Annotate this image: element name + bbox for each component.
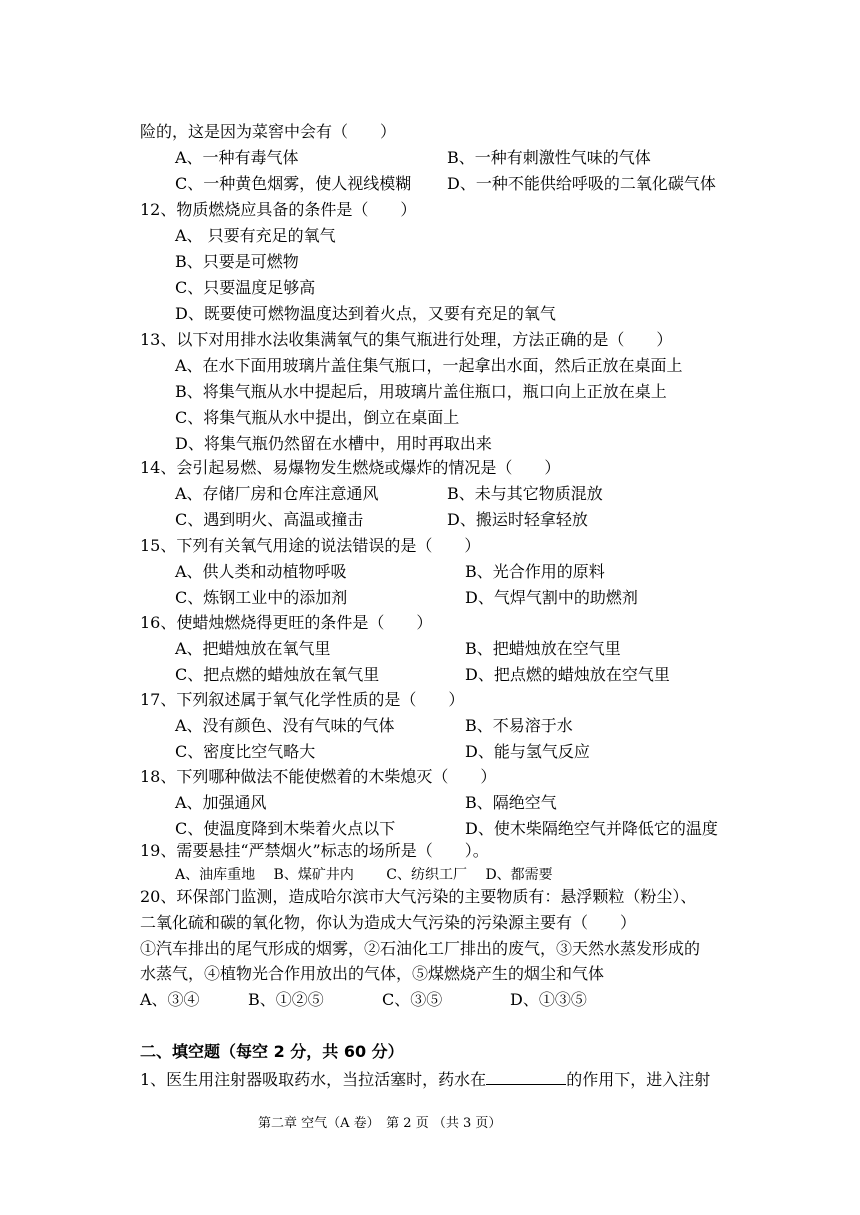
q19-stem: 19、需要悬挂“严禁烟火”标志的场所是（ ）。 (140, 841, 489, 860)
q17-option-b: B、不易溶于水 (465, 716, 573, 735)
q18-option-b: B、隔绝空气 (465, 793, 557, 812)
q20-stem-line2: 二氧化硫和碳的氧化物，你认为造成大气污染的污染源主要有（ ） (140, 913, 637, 932)
q17-option-a: A、没有颜色、没有气味的气体 (175, 716, 395, 735)
q20-option-c: C、③⑤ (382, 990, 443, 1009)
q12-option-c: C、只要温度足够高 (175, 278, 316, 297)
q17-option-d: D、能与氢气反应 (465, 742, 590, 761)
q17-stem: 17、下列叙述属于氧气化学性质的是（ ） (140, 690, 465, 709)
fill-1-text-b: 的作用下，进入注射 (566, 1070, 711, 1089)
q13-option-d: D、将集气瓶仍然留在水槽中，用时再取出来 (175, 434, 492, 453)
q14-option-b: B、未与其它物质混放 (447, 484, 603, 503)
q18-stem: 18、下列哪种做法不能使燃着的木柴熄灭（ ） (140, 767, 497, 786)
q15-option-d: D、气焊气割中的助燃剂 (465, 588, 638, 607)
fill-1 (140, 1068, 710, 1090)
q14-stem: 14、会引起易燃、易爆物发生燃烧或爆炸的情况是（ ） (140, 458, 561, 477)
q13-option-a: A、在水下面用玻璃片盖住集气瓶口，一起拿出水面，然后正放在桌面上 (175, 356, 683, 375)
q17-option-c: C、密度比空气略大 (175, 742, 316, 761)
q13-option-c: C、将集气瓶从水中提出，倒立在桌面上 (175, 408, 460, 427)
q20-stem-line4: 水蒸气，④植物光合作用放出的气体，⑤煤燃烧产生的烟尘和气体 (140, 964, 605, 983)
q15-option-b: B、光合作用的原料 (465, 562, 605, 581)
page-footer: 第二章 空气（A 卷） 第 2 页 （共 3 页） (258, 1116, 502, 1131)
q11-option-b: B、一种有刺激性气味的气体 (447, 148, 651, 167)
fill-1-blank (486, 1068, 566, 1085)
q14-option-d: D、搬运时轻拿轻放 (447, 510, 588, 529)
q11-stem-cont: 险的，这是因为菜窖中会有（ ） (140, 122, 397, 141)
q13-stem: 13、以下对用排水法收集满氧气的集气瓶进行处理，方法正确的是（ ） (140, 330, 673, 349)
q18-option-a: A、加强通风 (175, 793, 267, 812)
section-2-heading: 二、填空题（每空 2 分，共 60 分） (140, 1042, 404, 1061)
q16-option-c: C、把点燃的蜡烛放在氧气里 (175, 665, 380, 684)
q11-option-c: C、一种黄色烟雾，使人视线模糊 (175, 174, 412, 193)
q15-stem: 15、下列有关氧气用途的说法错误的是（ ） (140, 536, 481, 555)
q20-option-a: A、③④ (140, 990, 200, 1009)
q11-option-d: D、一种不能供给呼吸的二氧化碳气体 (447, 174, 716, 193)
q20-stem-line3: ①汽车排出的尾气形成的烟雾，②石油化工厂排出的废气，③天然水蒸发形成的 (140, 939, 701, 958)
q16-stem: 16、使蜡烛燃烧得更旺的条件是（ ） (140, 613, 433, 632)
q12-option-b: B、只要是可燃物 (175, 252, 299, 271)
q12-stem: 12、物质燃烧应具备的条件是（ ） (140, 200, 417, 219)
q15-option-a: A、供人类和动植物呼吸 (175, 562, 347, 581)
q20-stem: 20、环保部门监测，造成哈尔滨市大气污染的主要物质有：悬浮颗粒（粉尘）、 (140, 887, 697, 906)
q18-option-c: C、使温度降到木柴着火点以下 (175, 819, 396, 838)
q20-option-d: D、①③⑤ (510, 990, 587, 1009)
q16-option-a: A、把蜡烛放在氧气里 (175, 639, 331, 658)
q12-option-a: A、 只要有充足的氧气 (175, 226, 336, 245)
q13-option-b: B、将集气瓶从水中提起后，用玻璃片盖住瓶口，瓶口向上正放在桌上 (175, 382, 667, 401)
q14-option-c: C、遇到明火、高温或撞击 (175, 510, 364, 529)
q18-option-d: D、使木柴隔绝空气并降低它的温度 (465, 819, 718, 838)
q16-option-b: B、把蜡烛放在空气里 (465, 639, 621, 658)
q12-option-d: D、既要使可燃物温度达到着火点，又要有充足的氧气 (175, 304, 556, 323)
q11-option-a: A、一种有毒气体 (175, 148, 299, 167)
q20-option-b: B、①②⑤ (248, 990, 324, 1009)
q14-option-a: A、存储厂房和仓库注意通风 (175, 484, 379, 503)
fill-1-text-a: 1、医生用注射器吸取药水，当拉活塞时，药水在 (140, 1070, 487, 1089)
q19-options: A、油库重地 B、煤矿井内 C、纺织工厂 D、都需要 (175, 867, 553, 883)
q15-option-c: C、炼钢工业中的添加剂 (175, 588, 348, 607)
q16-option-d: D、把点燃的蜡烛放在空气里 (465, 665, 670, 684)
